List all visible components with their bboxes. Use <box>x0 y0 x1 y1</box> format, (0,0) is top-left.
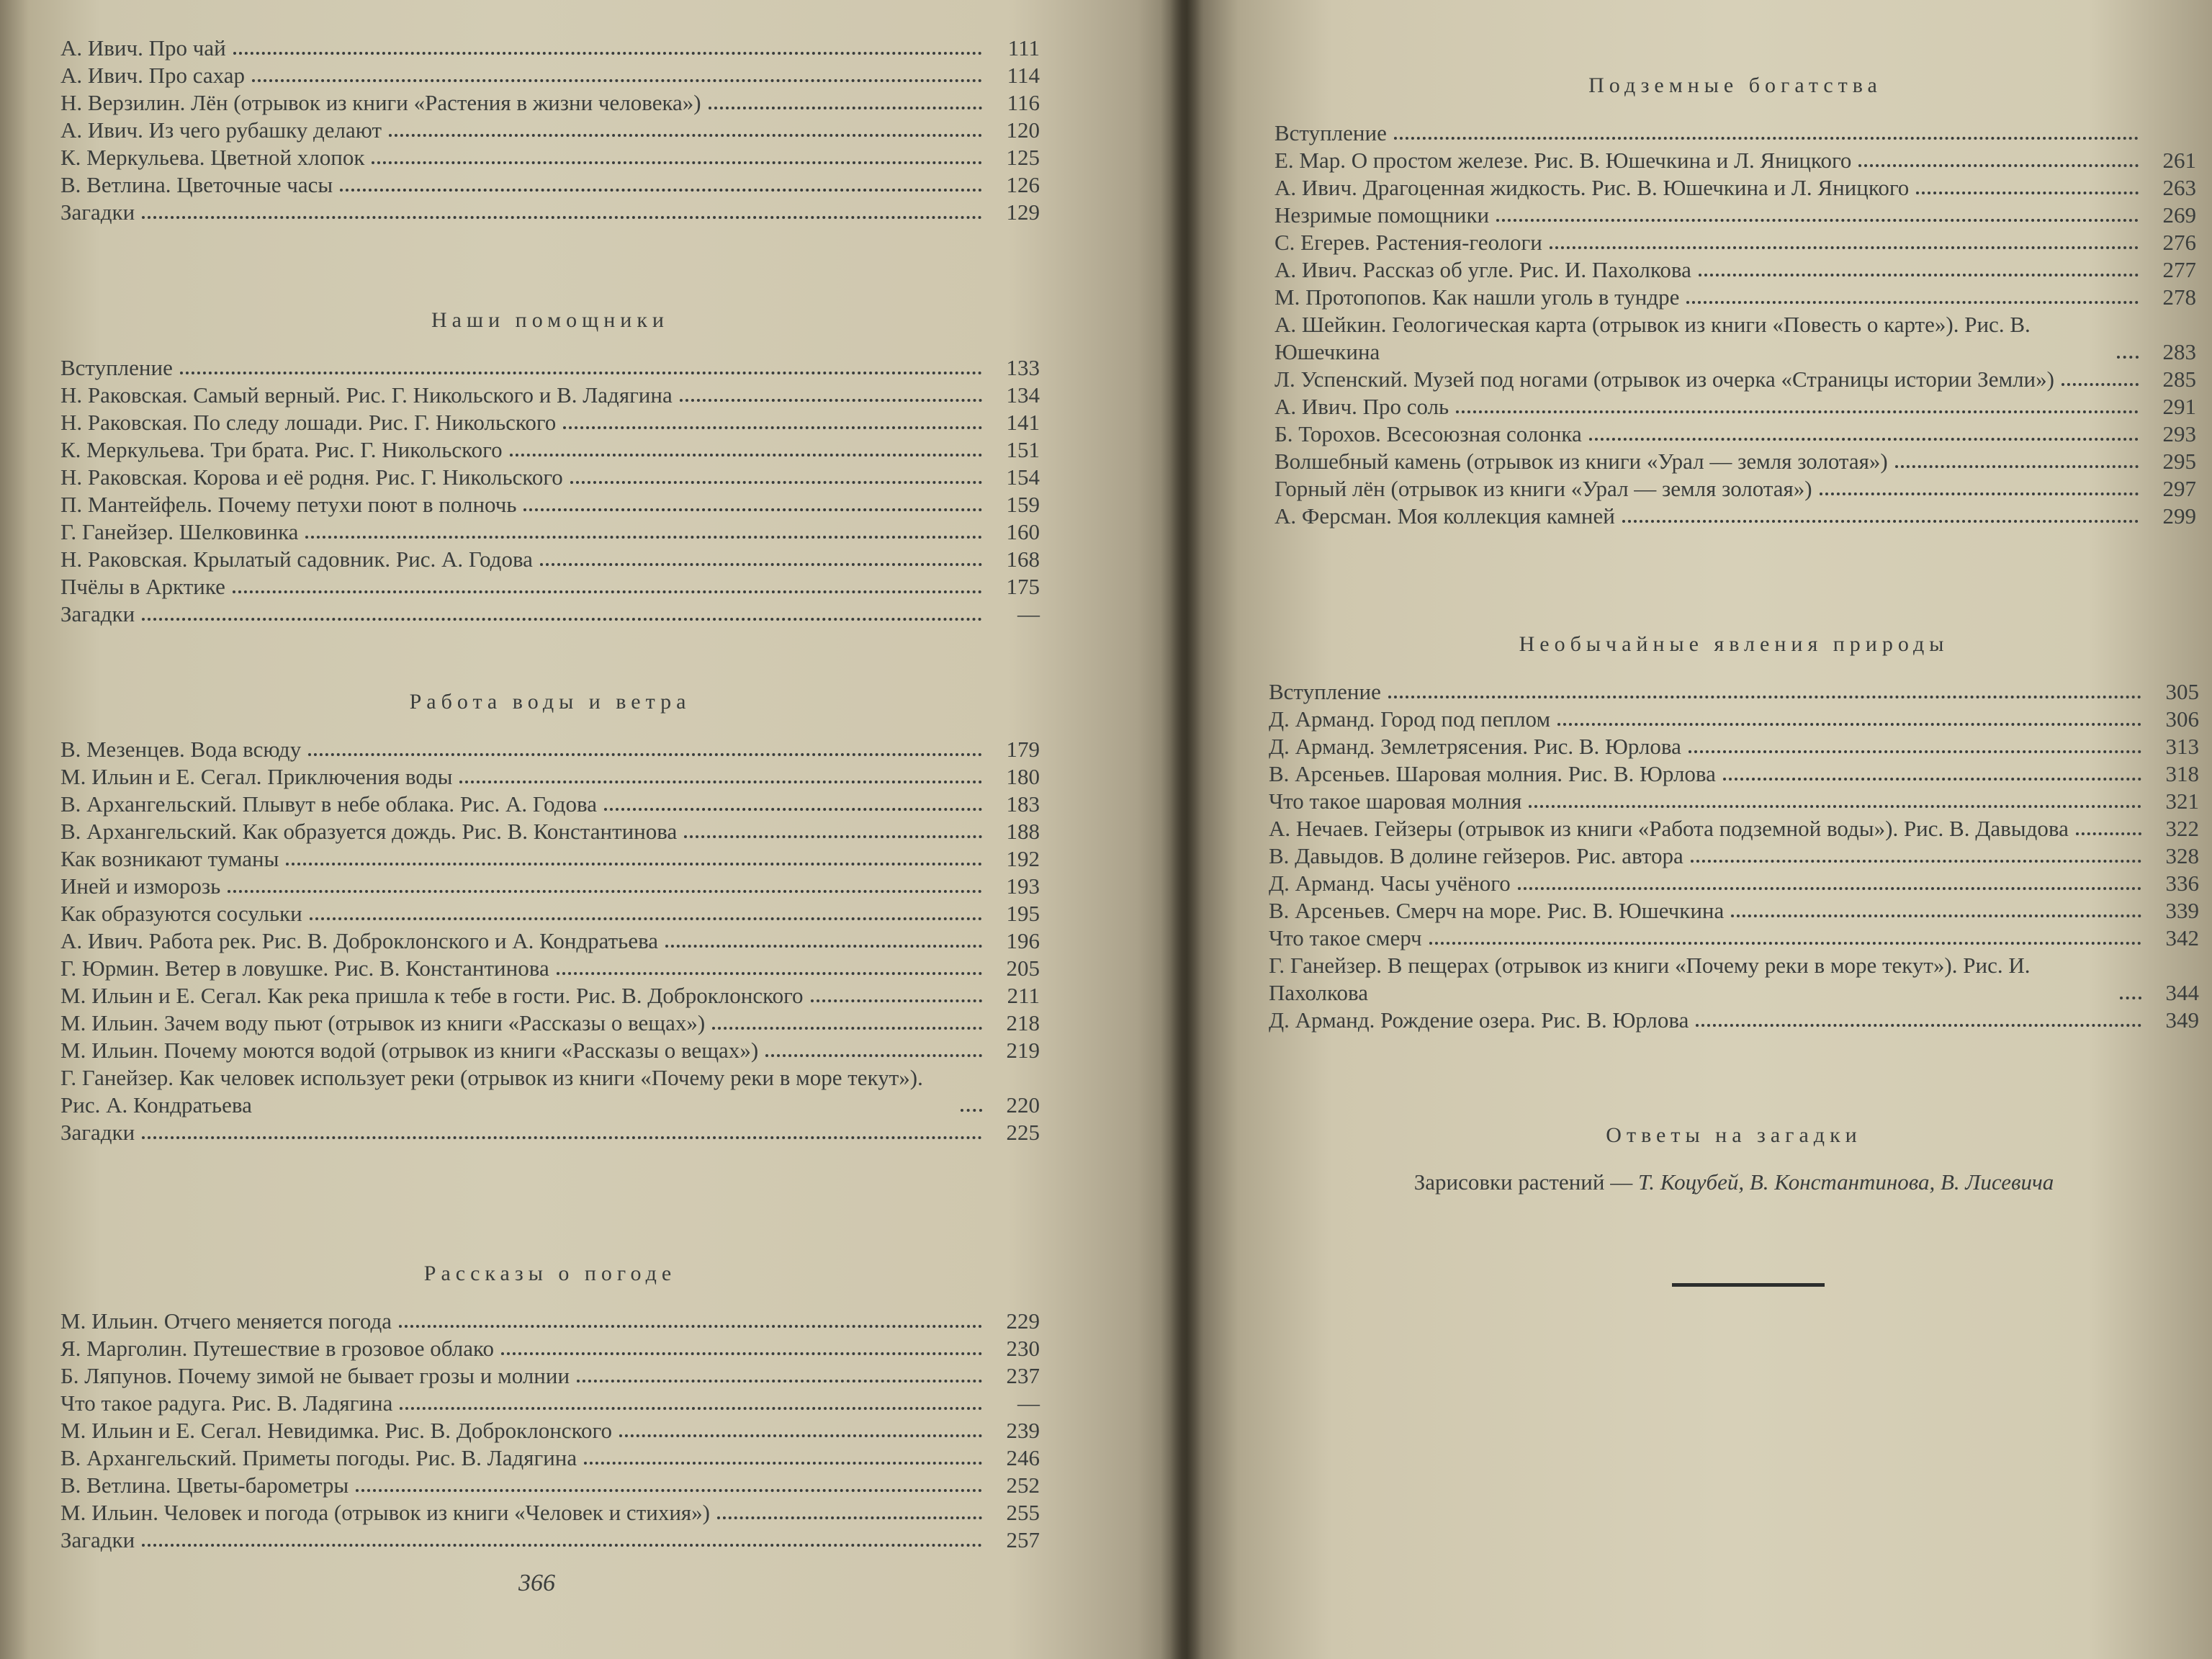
entry-title: Л. Успенский. Музей под ногами (отрывок из очерка «Страницы истории Земли») <box>1274 367 2054 392</box>
entry-title: М. Ильин. Человек и погода (отрывок из книги «Человек и стихия») <box>60 1500 710 1525</box>
entry-title: В. Ветлина. Цветы-барометры <box>60 1473 349 1498</box>
dot-leader <box>665 945 982 948</box>
entry-title: Д. Арманд. Рождение озера. Рис. В. Юрлова <box>1269 1007 1689 1033</box>
entry-title: Н. Раковская. По следу лошади. Рис. Г. Никольского <box>60 410 557 435</box>
dot-leader <box>577 1380 982 1382</box>
dot-leader <box>228 890 982 893</box>
toc-entry <box>60 354 1040 382</box>
dot-leader <box>2117 356 2139 359</box>
dot-leader <box>142 618 982 621</box>
toc-entry <box>1274 311 2196 366</box>
entry-page: 261 <box>2162 148 2196 173</box>
entry-page: 225 <box>1006 1120 1040 1145</box>
entry-page: 188 <box>1006 819 1040 844</box>
entry-page: 180 <box>1006 764 1040 789</box>
entry-page: 154 <box>1006 464 1040 490</box>
toc-entry <box>60 982 1040 1010</box>
dot-leader <box>584 1462 982 1465</box>
entry-page: 278 <box>2162 284 2196 310</box>
dot-leader <box>1557 723 2141 726</box>
dot-leader <box>1496 219 2139 222</box>
dot-leader <box>1820 493 2139 495</box>
dot-leader <box>1696 1024 2141 1027</box>
dot-leader <box>501 1352 982 1355</box>
dot-leader <box>510 454 982 457</box>
entry-title: Вступление <box>1274 120 1387 145</box>
entry-title: А. Ферсман. Моя коллекция камней <box>1274 503 1615 529</box>
toc-entry <box>60 409 1040 436</box>
entry-page: 205 <box>1006 956 1040 981</box>
entry-title: Загадки <box>60 1527 135 1552</box>
entry-page: 111 <box>1007 35 1040 60</box>
entry-page: 252 <box>1006 1473 1040 1498</box>
entry-title: Д. Арманд. Землетрясения. Рис. В. Юрлова <box>1269 734 1681 759</box>
entry-page: 277 <box>2162 257 2196 282</box>
entry-page: 255 <box>1006 1500 1040 1525</box>
entry-title: Е. Мар. О простом железе. Рис. В. Юшечкина и Л. Яницкого <box>1274 148 1852 173</box>
entry-page: 168 <box>1006 547 1040 572</box>
entry-title: Вступление <box>1269 679 1381 704</box>
entry-title: Г. Ганейзер. Шелковинка <box>60 519 299 544</box>
entry-page: 126 <box>1006 172 1040 197</box>
entry-title: А. Ивич. Про соль <box>1274 394 1449 419</box>
dot-leader <box>305 536 982 539</box>
entry-page: 114 <box>1007 63 1040 88</box>
entry-title: В. Архангельский. Приметы погоды. Рис. В. Ладягина <box>60 1445 577 1470</box>
toc-entry <box>60 601 1040 628</box>
dot-leader <box>252 79 982 82</box>
entry-page: 336 <box>2165 871 2199 896</box>
toc-entry <box>1274 229 2196 256</box>
toc-entry <box>60 900 1040 927</box>
entry-page: — <box>1017 601 1040 626</box>
toc-entry <box>1274 147 2196 174</box>
toc-entry <box>1269 788 2199 815</box>
entry-title: А. Шейкин. Геологическая карта (отрывок из книги «Повесть о карте»). Рис. В. Юшечкина <box>1274 312 2031 364</box>
toc-entry <box>60 171 1040 199</box>
entry-page: 263 <box>2162 175 2196 200</box>
toc-entry <box>60 1417 1040 1444</box>
entry-title: Загадки <box>60 601 135 626</box>
entry-page: 183 <box>1006 791 1040 817</box>
entry-page: 306 <box>2165 706 2199 732</box>
toc-entry <box>60 436 1040 464</box>
entry-title: Что такое шаровая молния <box>1269 788 1522 814</box>
dot-leader <box>961 1109 982 1112</box>
toc-entry <box>60 382 1040 409</box>
toc-section-answers <box>1269 1116 2199 1195</box>
dot-leader <box>765 1054 982 1057</box>
entry-title: М. Ильин и Е. Сегал. Как река пришла к тебе в гости. Рис. В. Доброклонского <box>60 983 804 1008</box>
toc-entry <box>60 1527 1040 1554</box>
entry-page: 313 <box>2165 734 2199 759</box>
toc-entry <box>60 1390 1040 1417</box>
entry-page: 218 <box>1006 1010 1040 1035</box>
toc-entry <box>60 873 1040 900</box>
entry-page: 230 <box>1006 1336 1040 1361</box>
entry-title: М. Ильин и Е. Сегал. Невидимка. Рис. В. Доброклонского <box>60 1418 612 1443</box>
entry-title: Д. Арманд. Часы учёного <box>1269 871 1511 896</box>
toc-entry <box>60 791 1040 818</box>
entry-title: Иней и изморозь <box>60 873 221 899</box>
entry-page: 133 <box>1006 355 1040 380</box>
entry-title: Н. Раковская. Корова и её родня. Рис. Г. Никольского <box>60 464 563 490</box>
section-title: Подземные богатства <box>1588 73 1882 97</box>
entry-title: Я. Марголин. Путешествие в грозовое облако <box>60 1336 495 1361</box>
dot-leader <box>286 863 982 866</box>
dot-leader <box>619 1434 982 1437</box>
toc-section <box>60 683 1040 1146</box>
entry-page: 297 <box>2162 476 2196 501</box>
entry-title: А. Ивич. Из чего рубашку делают <box>60 117 382 143</box>
entry-page: 305 <box>2165 679 2199 704</box>
entry-title: М. Ильин и Е. Сегал. Приключения воды <box>60 764 453 789</box>
toc-entry <box>60 1472 1040 1499</box>
entry-title: П. Мантейфель. Почему петухи поют в полночь <box>60 492 517 517</box>
toc-entry <box>1269 678 2199 706</box>
toc-entry <box>1269 760 2199 788</box>
dot-leader <box>570 481 982 484</box>
dot-leader <box>372 161 982 164</box>
toc-entry <box>60 1362 1040 1390</box>
entry-title: Незримые помощники <box>1274 202 1490 228</box>
toc-entry <box>60 927 1040 955</box>
toc-section <box>60 1254 1040 1554</box>
entry-title: А. Ивич. Рассказ об угле. Рис. И. Пахолкова <box>1274 257 1691 282</box>
toc-entry <box>60 1308 1040 1335</box>
entry-title: В. Мезенцев. Вода всюду <box>60 737 302 762</box>
toc-entry <box>1269 897 2199 925</box>
entry-page: 211 <box>1007 983 1040 1008</box>
entry-title: Пчёлы в Арктике <box>60 574 225 599</box>
entry-title: Загадки <box>60 1120 135 1145</box>
toc-entry <box>1269 842 2199 870</box>
dot-leader <box>1723 778 2141 781</box>
toc-entry <box>60 1010 1040 1037</box>
entry-page: 285 <box>2162 367 2196 392</box>
toc-entry <box>60 518 1040 546</box>
entry-page: 342 <box>2165 925 2199 950</box>
credit-names: Т. Коцубей, В. Константинова, В. Лисевича <box>1637 1169 2054 1195</box>
entry-page: 239 <box>1006 1418 1040 1443</box>
toc-entry <box>60 845 1040 873</box>
toc-entry <box>60 35 1040 62</box>
dot-leader <box>540 563 982 566</box>
dot-leader <box>340 189 982 192</box>
dot-leader <box>2120 997 2141 999</box>
entry-title: М. Ильин. Почему моются водой (отрывок из книги «Рассказы о вещах») <box>60 1038 759 1063</box>
illustration-credit <box>1269 1169 2199 1195</box>
dot-leader <box>1916 192 2139 194</box>
entry-title: В. Архангельский. Как образуется дождь. Рис. В. Константинова <box>60 819 678 844</box>
toc-entry <box>1274 202 2196 229</box>
dot-leader <box>717 1516 982 1519</box>
entry-page: 179 <box>1006 737 1040 762</box>
dot-leader <box>811 999 982 1002</box>
toc-entry <box>1269 870 2199 897</box>
entry-title: К. Меркульева. Цветной хлопок <box>60 145 365 170</box>
dot-leader <box>1429 942 2141 945</box>
entry-page: 141 <box>1006 410 1040 435</box>
dot-leader <box>1689 750 2141 753</box>
entry-page: 339 <box>2165 898 2199 923</box>
toc-entry <box>60 763 1040 791</box>
dot-leader <box>2076 832 2141 835</box>
toc-section <box>60 35 1040 226</box>
end-rule <box>1672 1283 1825 1287</box>
entry-title: А. Ивич. Работа рек. Рис. В. Доброклонского и А. Кондратьева <box>60 928 659 953</box>
dot-leader <box>1529 805 2141 808</box>
toc-entry <box>1269 815 2199 842</box>
toc-entry <box>60 818 1040 845</box>
dot-leader <box>1518 887 2141 890</box>
dot-leader <box>2062 383 2139 386</box>
entry-title: Г. Ганейзер. Как человек использует реки (отрывок из книги «Почему реки в море текут»). Рис. А. Кондратьева <box>60 1065 923 1118</box>
entry-page: 257 <box>1006 1527 1040 1552</box>
dot-leader <box>356 1489 982 1492</box>
entry-page: 195 <box>1006 901 1040 926</box>
toc-entry <box>60 199 1040 226</box>
entry-page: 269 <box>2162 202 2196 228</box>
dot-leader <box>1550 246 2139 249</box>
entry-page: 299 <box>2162 503 2196 529</box>
dot-leader <box>389 134 982 137</box>
entry-title: К. Меркульева. Три брата. Рис. Г. Никольского <box>60 437 503 462</box>
toc-entry <box>60 955 1040 982</box>
toc-entry <box>60 62 1040 89</box>
entry-page: 160 <box>1006 519 1040 544</box>
entry-page: 246 <box>1006 1445 1040 1470</box>
entry-page: 276 <box>2162 230 2196 255</box>
dot-leader <box>712 1027 982 1030</box>
dot-leader <box>1858 164 2139 167</box>
dot-leader <box>308 753 982 756</box>
entry-page: 129 <box>1006 199 1040 225</box>
dot-leader <box>1731 914 2141 917</box>
dot-leader <box>1691 860 2141 863</box>
toc-entry <box>60 491 1040 518</box>
entry-title: М. Ильин. Зачем воду пьют (отрывок из книги «Рассказы о вещах») <box>60 1010 706 1035</box>
dot-leader <box>1589 438 2139 441</box>
entry-page: 295 <box>2162 449 2196 474</box>
toc-entry <box>60 546 1040 573</box>
toc-entry <box>1274 366 2196 393</box>
toc-entry <box>1269 1007 2199 1034</box>
toc-entry <box>60 464 1040 491</box>
entry-title: Горный лён (отрывок из книги «Урал — земля золотая») <box>1274 476 1812 501</box>
toc-entry <box>60 1335 1040 1362</box>
toc-section <box>60 301 1040 628</box>
entry-page: 344 <box>2165 980 2199 1005</box>
entry-title: Вступление <box>60 355 173 380</box>
entry-title: М. Ильин. Отчего меняется погода <box>60 1308 392 1334</box>
entry-title: В. Арсеньев. Смерч на море. Рис. В. Юшечкина <box>1269 898 1725 923</box>
toc-entry <box>60 573 1040 601</box>
dot-leader <box>459 781 982 783</box>
toc-entry <box>60 1064 1040 1119</box>
toc-entry <box>1274 448 2196 475</box>
toc-entry <box>60 89 1040 117</box>
toc-entry <box>1274 174 2196 202</box>
toc-section <box>1274 66 2196 530</box>
entry-title: М. Протопопов. Как нашли уголь в тундре <box>1274 284 1680 310</box>
dot-leader <box>523 508 982 511</box>
dot-leader <box>604 808 982 811</box>
entry-title: Г. Ганейзер. В пещерах (отрывок из книги «Почему реки в море текут»). Рис. И. Пахолкова <box>1269 953 2031 1005</box>
toc-section <box>1269 625 2199 1034</box>
toc-entry <box>1274 256 2196 284</box>
entry-title: Б. Ляпунов. Почему зимой не бывает грозы и молнии <box>60 1363 570 1388</box>
dot-leader <box>1699 274 2139 276</box>
toc-entry <box>60 144 1040 171</box>
entry-page: 175 <box>1006 574 1040 599</box>
entry-title: Как образуются сосульки <box>60 901 302 926</box>
toc-entry <box>60 1119 1040 1146</box>
toc-entry <box>1274 284 2196 311</box>
entry-page: 219 <box>1006 1038 1040 1063</box>
toc-entry <box>1269 925 2199 952</box>
dot-leader <box>400 1407 982 1410</box>
entry-page: 349 <box>2165 1007 2199 1033</box>
entry-title: А. Нечаев. Гейзеры (отрывок из книги «Работа подземной воды»). Рис. В. Давыдова <box>1269 816 2069 841</box>
entry-title: Н. Раковская. Крылатый садовник. Рис. А. Годова <box>60 547 533 572</box>
section-title: Наши помощники <box>431 308 669 332</box>
entry-title: А. Ивич. Драгоценная жидкость. Рис. В. Юшечкина и Л. Яницкого <box>1274 175 1910 200</box>
toc-entry <box>60 736 1040 763</box>
entry-page: — <box>1017 1390 1040 1416</box>
entry-page: 220 <box>1006 1092 1040 1118</box>
entry-title: Как возникают туманы <box>60 846 279 871</box>
entry-title: А. Ивич. Про сахар <box>60 63 245 88</box>
entry-page: 192 <box>1006 846 1040 871</box>
dot-leader <box>142 1136 982 1139</box>
section-title: Работа воды и ветра <box>409 690 691 714</box>
dot-leader <box>680 399 982 402</box>
entry-page: 283 <box>2162 339 2196 364</box>
entry-page: 151 <box>1006 437 1040 462</box>
entry-page: 322 <box>2165 816 2199 841</box>
entry-title: Б. Торохов. Всесоюзная солонка <box>1274 421 1582 446</box>
entry-page: 196 <box>1006 928 1040 953</box>
entry-title: В. Ветлина. Цветочные часы <box>60 172 333 197</box>
toc-entry <box>1269 952 2199 1007</box>
toc-entry <box>1274 393 2196 421</box>
dot-leader <box>557 972 982 975</box>
entry-page: 120 <box>1006 117 1040 143</box>
entry-title: Н. Раковская. Самый верный. Рис. Г. Никольского и В. Ладягина <box>60 382 673 408</box>
toc-entry <box>60 117 1040 144</box>
dot-leader <box>684 835 982 838</box>
entry-page: 237 <box>1006 1363 1040 1388</box>
entry-title: В. Архангельский. Плывут в небе облака. Рис. А. Годова <box>60 791 597 817</box>
entry-page: 293 <box>2162 421 2196 446</box>
entry-title: Д. Арманд. Город под пеплом <box>1269 706 1551 732</box>
dot-leader <box>399 1325 982 1328</box>
entry-title: Волшебный камень (отрывок из книги «Урал — земля золотая») <box>1274 449 1888 474</box>
dot-leader <box>1456 410 2139 413</box>
dot-leader <box>1686 301 2139 304</box>
dot-leader <box>709 107 982 109</box>
page-number: 366 <box>518 1570 555 1596</box>
entry-title: А. Ивич. Про чай <box>60 35 226 60</box>
dot-leader <box>233 52 982 55</box>
entry-title: Н. Верзилин. Лён (отрывок из книги «Растения в жизни человека») <box>60 90 701 115</box>
entry-page: 134 <box>1006 382 1040 408</box>
entry-title: Что такое радуга. Рис. В. Ладягина <box>60 1390 393 1416</box>
entry-title: Что такое смерч <box>1269 925 1422 950</box>
entry-page: 193 <box>1006 873 1040 899</box>
entry-page: 318 <box>2165 761 2199 786</box>
toc-entry <box>1274 421 2196 448</box>
entry-title: С. Егерев. Растения-геологи <box>1274 230 1542 255</box>
dot-leader <box>310 917 982 920</box>
entry-title: В. Арсеньев. Шаровая молния. Рис. В. Юрлова <box>1269 761 1716 786</box>
toc-entry <box>1274 475 2196 503</box>
section-title: Необычайные явления природы <box>1519 632 1949 656</box>
section-title: Рассказы о погоде <box>423 1262 677 1285</box>
dot-leader <box>563 426 982 429</box>
entry-page: 229 <box>1006 1308 1040 1334</box>
entry-page: 321 <box>2165 788 2199 814</box>
entry-title: В. Давыдов. В долине гейзеров. Рис. автора <box>1269 843 1683 868</box>
dot-leader <box>233 590 982 593</box>
toc-entry <box>1269 706 2199 733</box>
toc-entry <box>1274 120 2196 147</box>
credit-label: Зарисовки растений — <box>1413 1169 1633 1195</box>
toc-entry <box>60 1037 1040 1064</box>
dot-leader <box>142 1544 982 1547</box>
dot-leader <box>1622 520 2139 523</box>
entry-page: 116 <box>1007 90 1040 115</box>
dot-leader <box>1388 696 2141 698</box>
toc-entry <box>1269 733 2199 760</box>
toc-entry <box>60 1444 1040 1472</box>
dot-leader <box>1895 465 2139 468</box>
entry-page: 159 <box>1006 492 1040 517</box>
dot-leader <box>180 372 982 374</box>
entry-page: 291 <box>2162 394 2196 419</box>
section-title: Ответы на загадки <box>1606 1123 1862 1147</box>
dot-leader <box>1394 137 2139 140</box>
toc-entry <box>1274 503 2196 530</box>
dot-leader <box>142 216 982 219</box>
entry-title: Г. Юрмин. Ветер в ловушке. Рис. В. Константинова <box>60 956 549 981</box>
entry-page: 328 <box>2165 843 2199 868</box>
right-page <box>1188 0 2212 1659</box>
entry-page: 125 <box>1006 145 1040 170</box>
toc-entry <box>60 1499 1040 1527</box>
entry-title: Загадки <box>60 199 135 225</box>
